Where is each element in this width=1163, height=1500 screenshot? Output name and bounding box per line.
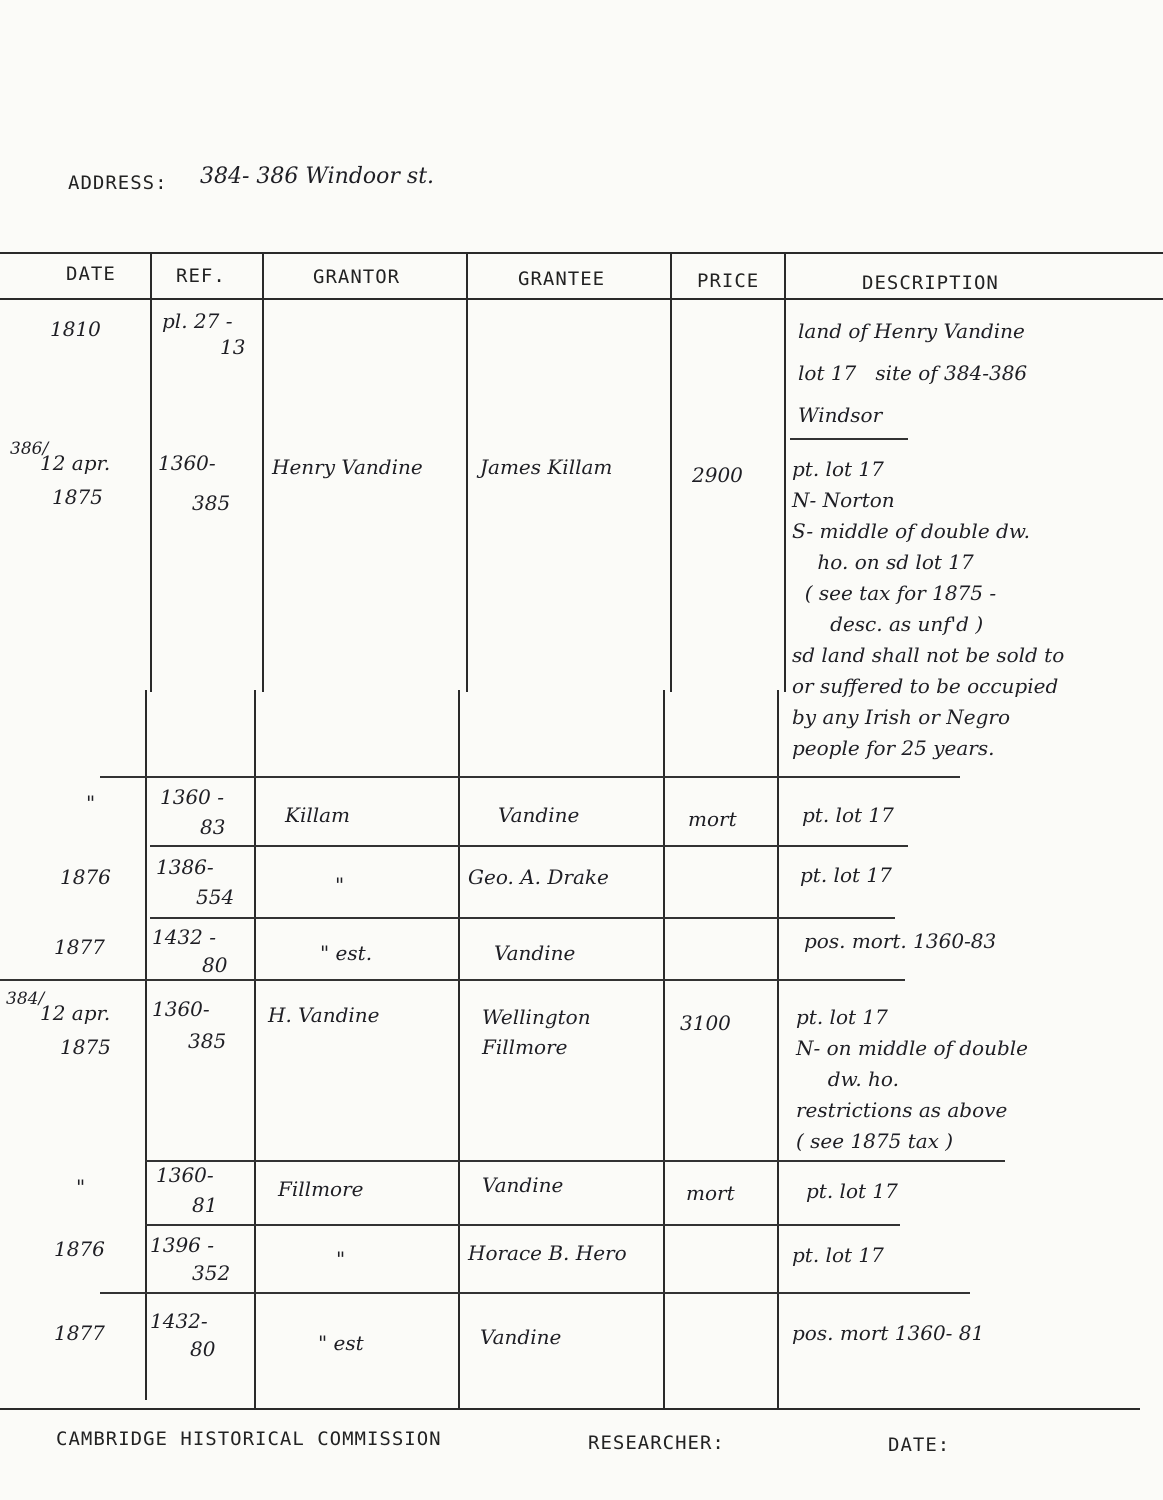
row-price: mort xyxy=(686,1181,735,1205)
column-divider-price-description xyxy=(784,252,786,692)
column-divider-grantee-price-lower xyxy=(663,690,665,1408)
row-grantor: Henry Vandine xyxy=(272,455,423,479)
row-grantee: Wellington Fillmore xyxy=(482,1005,591,1059)
column-divider-grantor-grantee xyxy=(466,252,468,692)
row-date: 1875 xyxy=(60,1035,111,1059)
row-ref: 1360- xyxy=(158,451,216,475)
row-ref: 13 xyxy=(220,335,246,359)
row-grantee: Vandine xyxy=(480,1325,562,1349)
row-ref: 352 xyxy=(192,1261,231,1285)
row-grantor: " xyxy=(335,873,345,897)
row-grantee: Horace B. Hero xyxy=(468,1241,627,1265)
column-divider-grantee-price xyxy=(670,252,672,692)
row-description: pos. mort 1360- 81 xyxy=(792,1321,985,1345)
row-note: 386/ xyxy=(10,439,49,459)
row-date: 12 apr. xyxy=(40,1001,111,1025)
row-ref: 81 xyxy=(192,1193,218,1217)
column-header-grantee: GRANTEE xyxy=(518,268,606,290)
row-description: pt. lot 17 N- Norton S- middle of double dw. ho. on sd lot 17 ( see tax for 1875 - desc. as unf'd ) sd land shall not be sold to or suffered to be occupied by any Irish or Negro people for 25 years. xyxy=(792,457,1065,760)
row-description: pt. lot 17 xyxy=(802,803,894,827)
row-ref: 1360 - xyxy=(160,785,225,809)
row-grantor: " est xyxy=(318,1331,364,1355)
row-ref: 1432- xyxy=(150,1309,208,1333)
address-value: 384- 386 Windoor st. xyxy=(200,164,435,189)
footer-commission: CAMBRIDGE HISTORICAL COMMISSION xyxy=(56,1428,442,1450)
row-ref: pl. 27 - xyxy=(162,309,233,333)
row-ref: 1396 - xyxy=(150,1233,215,1257)
column-header-ref: REF. xyxy=(176,265,226,287)
row-ref: 80 xyxy=(190,1337,216,1361)
row-ref: 385 xyxy=(188,1029,227,1053)
row-separator xyxy=(100,1292,970,1294)
row-description: pt. lot 17 xyxy=(792,1243,884,1267)
row-date: " xyxy=(76,1175,86,1199)
row-grantor: Killam xyxy=(285,803,351,827)
row-ref: 1432 - xyxy=(152,925,217,949)
table-bottom-rule xyxy=(0,1408,1140,1410)
column-divider-date-ref-lower xyxy=(145,690,147,1400)
column-divider-date-ref xyxy=(150,252,152,692)
row-grantee: Vandine xyxy=(498,803,580,827)
row-description: pt. lot 17 xyxy=(806,1179,898,1203)
row-price: mort xyxy=(688,807,737,831)
row-date: 1876 xyxy=(54,1237,105,1261)
row-description: land of Henry Vandine lot 17 site of 384-386 Windsor xyxy=(798,319,1028,427)
row-ref: 1386- xyxy=(156,855,214,879)
row-date: 1875 xyxy=(52,485,103,509)
row-grantor: H. Vandine xyxy=(268,1003,380,1027)
row-date: 1877 xyxy=(54,1321,105,1345)
row-description: pt. lot 17 xyxy=(800,863,892,887)
row-ref: 83 xyxy=(200,815,226,839)
row-note: 384/ xyxy=(6,989,45,1009)
footer-date-label: DATE: xyxy=(888,1434,951,1456)
row-grantor: " xyxy=(336,1247,346,1271)
column-divider-price-description-lower xyxy=(777,690,779,1408)
row-date: 1876 xyxy=(60,865,111,889)
footer-researcher-label: RESEARCHER: xyxy=(588,1432,725,1454)
row-ref: 1360- xyxy=(156,1163,214,1187)
row-grantee: James Killam xyxy=(480,455,613,479)
column-header-date: DATE xyxy=(66,263,116,285)
column-divider-ref-grantor xyxy=(262,252,264,692)
row-ref: 80 xyxy=(202,953,228,977)
row-grantor: Fillmore xyxy=(278,1177,364,1201)
table-header-rule xyxy=(0,298,1163,300)
row-ref: 554 xyxy=(196,885,235,909)
row-separator xyxy=(150,917,895,919)
row-description: pos. mort. 1360-83 xyxy=(804,929,997,953)
row-date: " xyxy=(86,791,96,815)
address-label: ADDRESS: xyxy=(68,172,168,194)
row-ref: 385 xyxy=(192,491,231,515)
column-header-description: DESCRIPTION xyxy=(862,272,999,294)
row-description: pt. lot 17 N- on middle of double dw. ho. restrictions as above ( see 1875 tax ) xyxy=(796,1005,1029,1153)
row-separator xyxy=(0,979,905,981)
column-divider-grantor-grantee-lower xyxy=(458,690,460,1408)
row-separator xyxy=(100,776,960,778)
row-date: 1810 xyxy=(50,317,101,341)
row-grantee: Vandine xyxy=(482,1173,564,1197)
column-header-price: PRICE xyxy=(697,270,760,292)
row-grantee: Vandine xyxy=(494,941,576,965)
row-grantee: Geo. A. Drake xyxy=(468,865,609,889)
row-price: 3100 xyxy=(680,1011,731,1035)
row-separator xyxy=(790,438,908,440)
row-separator xyxy=(150,845,908,847)
row-ref: 1360- xyxy=(152,997,210,1021)
column-divider-ref-grantor-lower xyxy=(254,690,256,1408)
row-price: 2900 xyxy=(692,463,743,487)
row-date: 12 apr. xyxy=(40,451,111,475)
row-grantor: " est. xyxy=(320,941,373,965)
row-separator xyxy=(145,1224,900,1226)
table-top-rule xyxy=(0,252,1163,254)
column-header-grantor: GRANTOR xyxy=(313,266,401,288)
row-separator xyxy=(145,1160,1005,1162)
row-date: 1877 xyxy=(54,935,105,959)
